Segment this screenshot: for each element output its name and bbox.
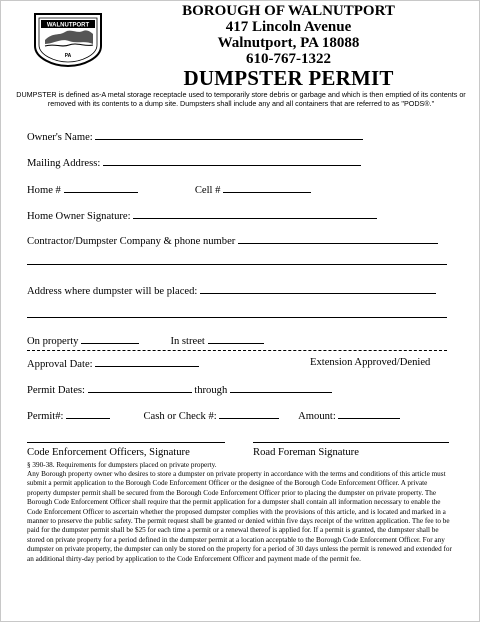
home-owner-signature-label: Home Owner Signature: <box>27 211 131 222</box>
org-name: BOROUGH OF WALNUTPORT <box>182 3 395 19</box>
home-owner-signature-field[interactable] <box>133 209 377 219</box>
approval-row <box>27 357 199 371</box>
mailing-address-row <box>27 156 361 170</box>
in-street-field[interactable] <box>208 334 264 344</box>
on-property-field[interactable] <box>81 334 139 344</box>
borough-seal-icon <box>31 10 105 68</box>
dumpster-address-field[interactable] <box>200 284 436 294</box>
org-city: Walnutport, PA 18088 <box>217 35 360 51</box>
owner-name-label: Owner's Name: <box>27 132 93 143</box>
ordinance-body: Any Borough property owner who desires to store a dumpster on private property in accordance with the terms and conditions of this article must submit a permit application to the Borough Code Enforcement Officer or the designee of the Borough Code Enforcement Officer. A private property dumpster permit shall be secured from the Borough Code Enforcement Officer prior to placing the dumpster on private property. The Borough Code Enforcement Officer shall require that the permit application for a dumpster shall contain all information necessary to enable the Code Enforcement Officer to ascertain whether the proposed dumpster complies with the provisions of this article, and is located and marked in a manner to preserve the public safety. The permit request shall be granted or denied within five days receipt of the written application. The fee to be paid for the dumpster permit shall be $25 for each time a permit or a renewal thereof is applied for. If a permit is granted, the dumpster shall be stored on private property for a period defined in the dumpster permit at a location acceptable to the Borough Code Enforcement Officer. For any dumpster on private property, the dumpster can only be stored on the property for a period of 30 days unless the permit is renewed and extended for an additional thirty-day period by application to the Code Enforcement Officer and payment made of the permit fee. <box>27 470 452 563</box>
placement-row <box>27 334 264 348</box>
permit-number-field[interactable] <box>66 409 110 419</box>
owner-name-field[interactable] <box>95 130 363 140</box>
home-phone-label: Home # <box>27 185 61 196</box>
mailing-address-field[interactable] <box>103 156 361 166</box>
permit-dates-row <box>27 383 332 397</box>
extension-status: Extension Approved/Denied <box>310 357 431 368</box>
svg-text:PA: PA <box>64 53 72 59</box>
ceo-signature-label: Code Enforcement Officers, Signature <box>27 447 190 458</box>
page-title: DUMPSTER PERMIT <box>183 66 394 90</box>
mailing-address-label: Mailing Address: <box>27 158 101 169</box>
home-owner-signature-row <box>27 209 377 223</box>
dumpster-address-label: Address where dumpster will be placed: <box>27 286 198 297</box>
ceo-signature-field[interactable] <box>27 442 225 443</box>
through-label: through <box>194 385 228 396</box>
contractor-field[interactable] <box>238 234 438 244</box>
in-street-label: In street <box>170 336 205 347</box>
road-foreman-signature-field[interactable] <box>253 442 449 443</box>
office-use-divider <box>27 350 447 351</box>
permit-dates-label: Permit Dates: <box>27 385 85 396</box>
contractor-field-line-2[interactable] <box>27 264 447 265</box>
road-foreman-signature-label: Road Foreman Signature <box>253 447 359 458</box>
permit-end-date-field[interactable] <box>230 383 332 393</box>
on-property-label: On property <box>27 336 79 347</box>
cash-check-field[interactable] <box>219 409 279 419</box>
owner-name-row <box>27 130 363 144</box>
ordinance-heading: § 390-38. Requirements for dumpsters placed on private property. <box>27 461 217 469</box>
permit-number-label: Permit#: <box>27 411 64 422</box>
cell-phone-field[interactable] <box>223 183 311 193</box>
approval-date-label: Approval Date: <box>27 359 93 370</box>
amount-label: Amount: <box>298 411 336 422</box>
contractor-row <box>27 234 438 248</box>
org-street: 417 Lincoln Avenue <box>225 19 352 35</box>
approval-date-field[interactable] <box>95 357 199 367</box>
amount-field[interactable] <box>338 409 400 419</box>
home-phone-field[interactable] <box>64 183 138 193</box>
dumpster-definition: DUMPSTER is defined as-A metal storage receptacle used to temporarily store debris or garbage and which is then emptied of its contents or removed with its contents to a dump site. Dumpsters shall include any and all containers that are referred to as "PODS®." <box>16 90 466 108</box>
org-phone: 610-767-1322 <box>246 51 331 67</box>
permit-start-date-field[interactable] <box>88 383 192 393</box>
cash-check-label: Cash or Check #: <box>143 411 217 422</box>
dumpster-address-row <box>27 284 436 298</box>
dumpster-address-field-line-2[interactable] <box>27 317 447 318</box>
phone-row <box>27 183 311 197</box>
svg-text:WALNUTPORT: WALNUTPORT <box>46 22 90 29</box>
payment-row <box>27 409 400 423</box>
cell-phone-label: Cell # <box>194 185 221 196</box>
contractor-label: Contractor/Dumpster Company & phone number <box>27 236 236 247</box>
